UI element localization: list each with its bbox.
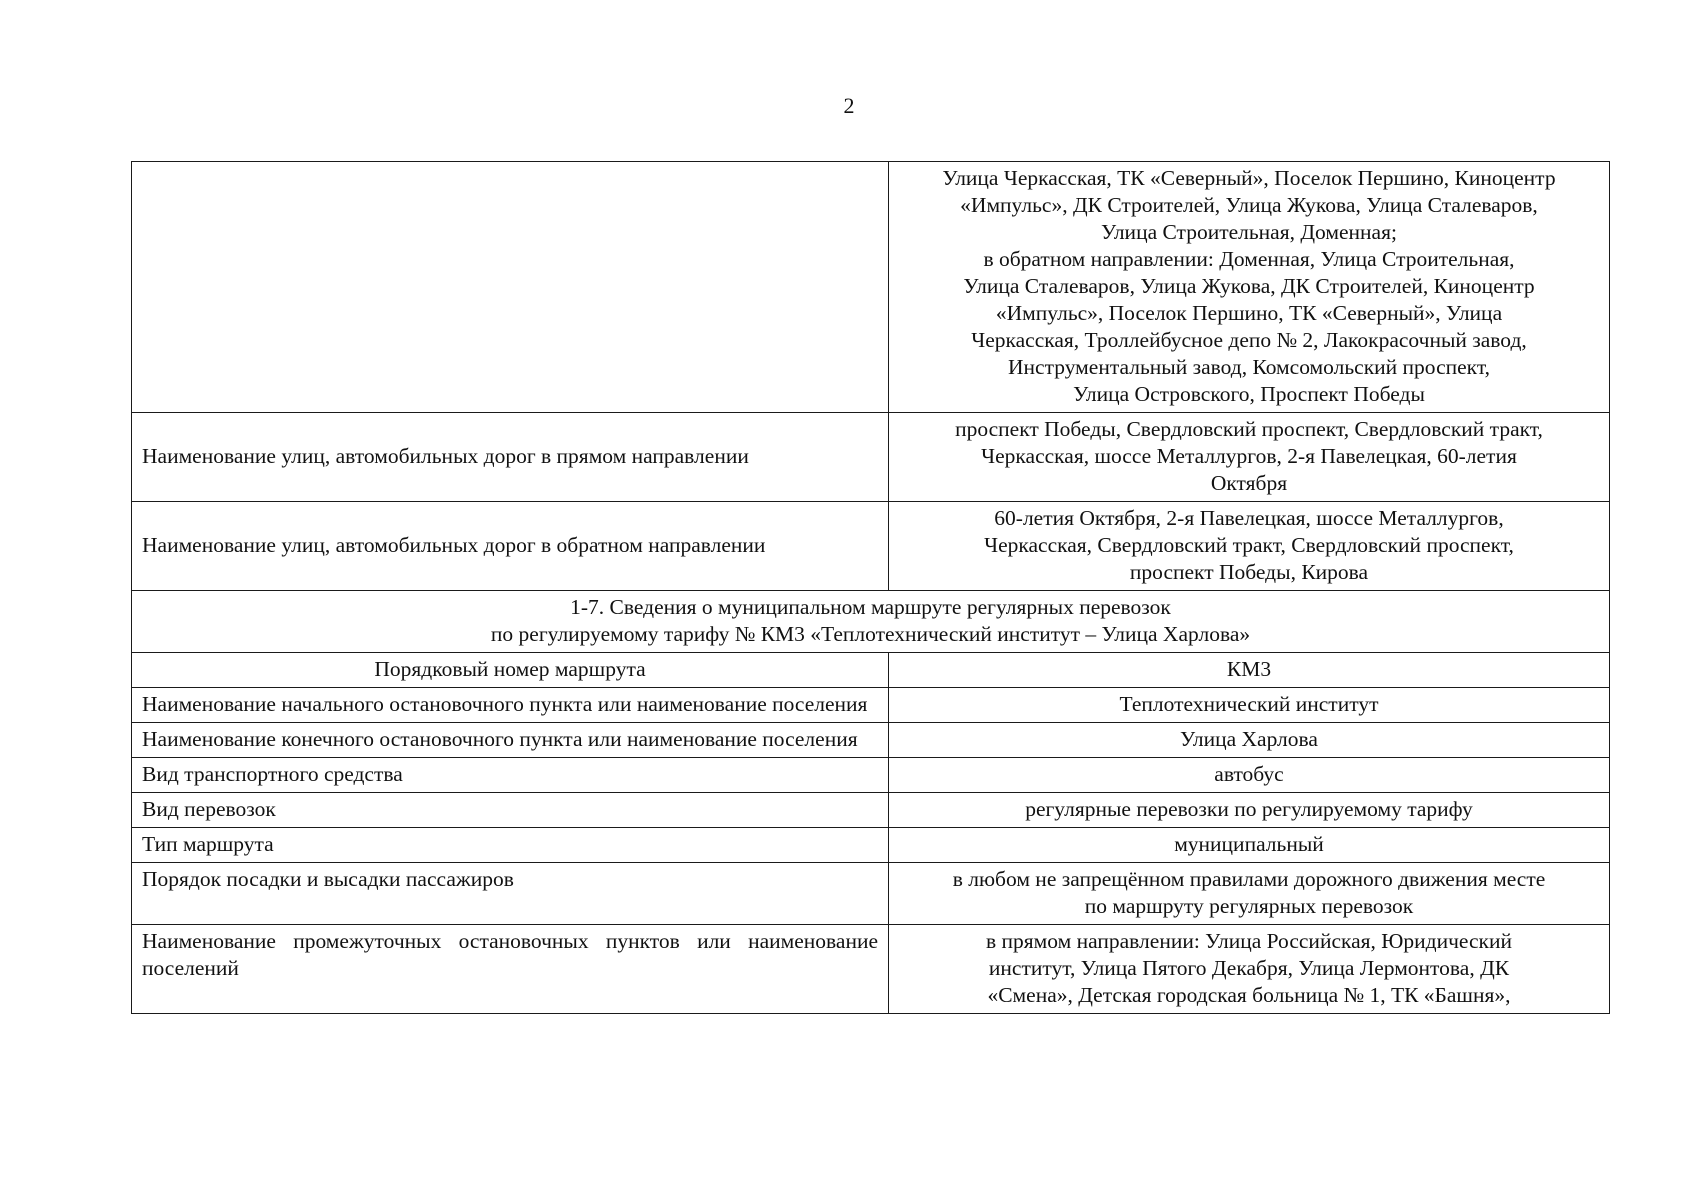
table-row	[132, 758, 1610, 793]
route-type-label: Тип маршрута	[132, 828, 889, 863]
route-table	[131, 161, 1610, 1014]
intermediate-stops-value: в прямом направлении: Улица Российская, Юридический институт, Улица Пятого Декабря, Улица Лермонтова, ДК «Смена», Детская городская больница № 1, ТК «Башня»,	[889, 925, 1610, 1014]
route-number-value: КМ3	[889, 653, 1610, 688]
table-row	[132, 723, 1610, 758]
empty-cell	[132, 162, 889, 413]
start-stop-value: Теплотехнический институт	[889, 688, 1610, 723]
table-row	[132, 162, 1610, 413]
streets-backward-value: 60-летия Октября, 2-я Павелецкая, шоссе Металлургов, Черкасская, Свердловский тракт, Свердловский проспект, проспект Победы, Кирова	[889, 502, 1610, 591]
vehicle-type-label: Вид транспортного средства	[132, 758, 889, 793]
intermediate-stops-label: Наименование промежуточных остановочных пунктов или наименование поселений	[132, 925, 889, 1014]
vehicle-type-value: автобус	[889, 758, 1610, 793]
table-row	[132, 793, 1610, 828]
boarding-order-label: Порядок посадки и высадки пассажиров	[132, 863, 889, 925]
boarding-order-value: в любом не запрещённом правилами дорожного движения месте по маршруту регулярных перевозок	[889, 863, 1610, 925]
table-row	[132, 591, 1610, 653]
streets-forward-value: проспект Победы, Свердловский проспект, Свердловский тракт, Черкасская, шоссе Металлургов, 2-я Павелецкая, 60-летия Октября	[889, 413, 1610, 502]
table-row	[132, 925, 1610, 1014]
streets-forward-label: Наименование улиц, автомобильных дорог в прямом направлении	[132, 413, 889, 502]
table-row	[132, 653, 1610, 688]
streets-backward-label: Наименование улиц, автомобильных дорог в обратном направлении	[132, 502, 889, 591]
table-row	[132, 863, 1610, 925]
transport-kind-value: регулярные перевозки по регулируемому тарифу	[889, 793, 1610, 828]
table-row	[132, 413, 1610, 502]
intermediate-stops-continued: Улица Черкасская, ТК «Северный», Поселок Першино, Киноцентр «Импульс», ДК Строителей, Улица Жукова, Улица Сталеваров, Улица Строительная, Доменная; в обратном направлении: Доменная, Улица Строительная, Улица Сталеваров, Улица Жукова, ДК Строителей, Киноцентр «Импульс», Поселок Першино, ТК «Северный», Улица Черкасская, Троллейбусное депо № 2, Лакокрасочный завод, Инструментальный завод, Комсомольский проспект, Улица Островского, Проспект Победы	[889, 162, 1610, 413]
route-type-value: муниципальный	[889, 828, 1610, 863]
table-row	[132, 828, 1610, 863]
route-number-label: Порядковый номер маршрута	[132, 653, 889, 688]
table-row	[132, 688, 1610, 723]
end-stop-label: Наименование конечного остановочного пункта или наименование поселения	[132, 723, 889, 758]
page-number: 2	[843, 93, 855, 118]
section-title: 1-7. Сведения о муниципальном маршруте регулярных перевозок по регулируемому тарифу № КМ3 «Теплотехнический институт – Улица Харлова»	[132, 591, 1610, 653]
end-stop-value: Улица Харлова	[889, 723, 1610, 758]
start-stop-label: Наименование начального остановочного пункта или наименование поселения	[132, 688, 889, 723]
table-row	[132, 502, 1610, 591]
transport-kind-label: Вид перевозок	[132, 793, 889, 828]
